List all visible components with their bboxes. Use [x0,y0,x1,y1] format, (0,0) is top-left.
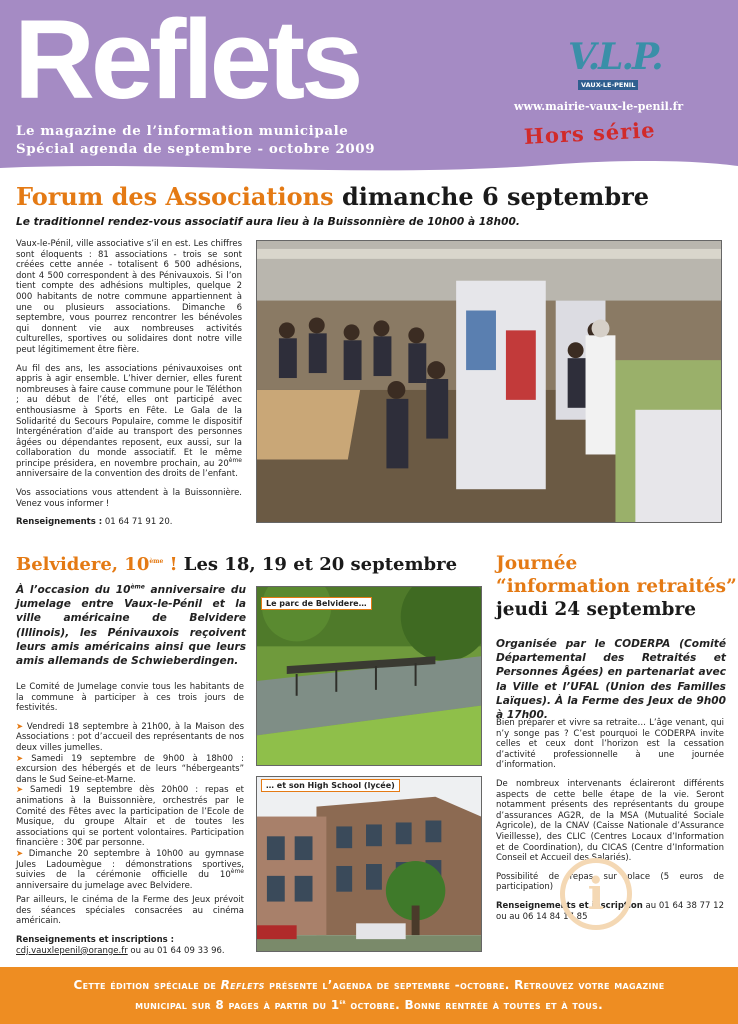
high-school-photo [256,776,482,952]
subtitle-line-1: Le magazine de l’information municipale [16,123,349,139]
subtitle-line-2: Spécial agenda de septembre - octobre 2009 [16,141,376,157]
forum-paragraph-2: Au fil des ans, les associations pénivauxoises ont appris à agir ensemble. L’hiver dernier, elles furent nombreuses à faire cause commune pour le Téléthon ; au début de l’été, elles ont participé avec enthousiasme à Sports en Fête. Le Gala de la Solidarité du Secours Populaire, comme le dispositif Intergénération d’aide au transport des personnes âgées ou dépendantes reposent, eux aussi, sur la collaboration du monde associatif. Et le même principe présidera, en novembre prochain, au 20ème anniversaire de la convention des droits de l’enfant. [16,363,242,480]
header-wave-decoration [0,158,738,172]
journee-paragraph-3: Possibilité de repas sur place (5 euros de participation) [496,871,724,893]
arrow-icon: ➤ [16,721,27,732]
footer-banner [0,967,738,1024]
forum-contact: Renseignements : 01 64 71 91 20. [16,517,173,528]
park-illustration [257,587,481,765]
journee-title-date: jeudi 24 septembre [496,599,696,620]
town-logo [560,36,662,92]
arrow-icon: ➤ [16,785,31,796]
journee-paragraph-1: Bien préparer et vivre sa retraite… L’âge venant, qui n’y songe pas ? C’est pourquoi le CODERPA invite celles et ceux dont l’horizon est la cessation d’activité professionnelle à une journée d’information. [496,718,724,771]
info-icon: i [560,858,632,930]
magazine-subtitle [16,122,375,158]
belvidere-contact: Renseignements et inscriptions : cdj.vauxlepenil@orange.fr ou au 01 64 09 33 96. [16,935,225,956]
footer-line-1: Cette édition spéciale de Reflets présente l’agenda de septembre -octobre. Retrouvez votre magazine [73,978,665,992]
high-school-illustration [257,777,481,951]
belvidere-title-orange: Belvidere, 10ème ! [16,554,178,575]
belvidere-item: ➤ Samedi 19 septembre dès 20h00 : repas et animations à la Buissonnière, orchestrés par le Comité des Fêtes avec la participation de l’Ecole de Musique, du groupe Altair et de toutes les associations qui se portent volontaires. Participation financière : 30€ par personne. [16,785,245,849]
belvidere-title [16,552,457,578]
arrow-icon: ➤ [16,848,29,859]
logo-mark: V.L.P. [568,36,662,78]
journee-title-line-1: Journée [496,553,578,574]
masthead-banner [0,0,738,172]
journee-title [496,552,737,621]
forum-photo [256,240,722,523]
forum-crowd-illustration [257,241,721,522]
forum-lede: Le traditionnel rendez-vous associatif aura lieu à la Buissonnière de 10h00 à 18h00. [16,216,520,228]
belvidere-outro: Par ailleurs, le cinéma de la Ferme des Jeux prévoit des séances spéciales consacrées au cinéma américain. [16,895,244,927]
park-caption: Le parc de Belvidere… [261,597,372,610]
forum-title-orange: Forum des Associations [16,182,334,211]
belvidere-item: ➤ Samedi 19 septembre de 9h00 à 18h00 : excursion des hébergés et de leurs “hébergeants” dans le Sud Seine-et-Marne. [16,753,244,785]
belvidere-intro: Le Comité de Jumelage convie tous les habitants de la commune à participer à ces trois jours de festivités. [16,682,244,714]
belvidere-item: ➤ Vendredi 18 septembre à 21h00, à la Maison des Associations : pot d’accueil des représentants de nos deux villes jumelles. [16,721,245,753]
belvidere-lede: À l’occasion du 10ème anniversaire du jumelage entre Vaux-le-Pénil et la ville américaine de Belvidere (Illinois), les Pénivauxois reçoivent leurs amis américains ainsi que leurs amis allemands de Schwieberdingen. [16,583,246,668]
forum-paragraph-1: Vaux-le-Pénil, ville associative s’il en est. Les chiffres sont éloquents : 81 associations - trois se sont créées cette année - totalisent 6 500 adhésions, dont 4 500 correspondent à des Pénivauxois. Si l’on tient compte des adhésions multiples, quelque 2 000 habitants de notre commune appartiennent à une ou plusieurs associations. Dimanche 6 septembre, vous pourrez rencontrer les bénévoles qui donnent vie aux nombreuses activités culturelles, sportives ou solidaires dont notre ville peut légitimement être fière. [16,239,242,355]
journee-paragraph-2: De nombreux intervenants éclaireront différents aspects de cette belle étape de la vie. Seront notamment présents des représentants du groupe d’assurances AG2R, de la MSA (Mutualité Sociale Agricole), de la CNAV (Caisse Nationale d’Assurance Vieillesse), des CLIC (Centres Locaux d’Information et de Coordination), du CICAS (Centre d’Information Conseil et Accueil des Salariés). [496,778,724,864]
magazine-title: Reflets [14,0,360,122]
contact-email-link[interactable]: cdj.vauxlepenil@orange.fr [16,945,128,956]
logo-subtext: VAUX-LE-PENIL [578,80,638,90]
forum-body [16,239,242,536]
journee-lede: Organisée par le CODERPA (Comité Départemental des Retraités et Personnes Âgées) en partenariat avec la Ville et l’UFAL (Union des Familles Laïques). À la Ferme des Jeux de 9h00 à 17h00. [496,638,726,722]
belvidere-title-dates: Les 18, 19 et 20 septembre [177,554,458,575]
school-caption: … et son High School (lycée) [261,779,400,792]
website-url[interactable]: www.mairie-vaux-le-penil.fr [514,100,684,113]
belvidere-item: ➤ Dimanche 20 septembre à 10h00 au gymnase Jules Ladoumègue : démonstrations sportives, suivies de la cérémonie officielle du 10ème anniversaire du jumelage avec Belvidere. [16,848,244,891]
hors-serie-badge: Hors série [523,117,657,149]
park-photo [256,586,482,766]
forum-title-date: dimanche 6 septembre [341,182,650,211]
forum-title [16,182,649,212]
footer-line-2: municipal sur 8 pages à partir du 1er octobre. Bonne rentrée à toutes et à tous. [135,998,603,1012]
belvidere-body [16,682,244,956]
arrow-icon: ➤ [16,753,32,764]
journee-title-line-2: “information retraités” [496,576,737,597]
forum-paragraph-3: Vos associations vous attendent à la Buissonnière. Venez vous informer ! [16,488,242,509]
journee-contact: Renseignements et inscription au 01 64 38 77 12 ou au 06 14 84 17 85 [496,900,724,922]
